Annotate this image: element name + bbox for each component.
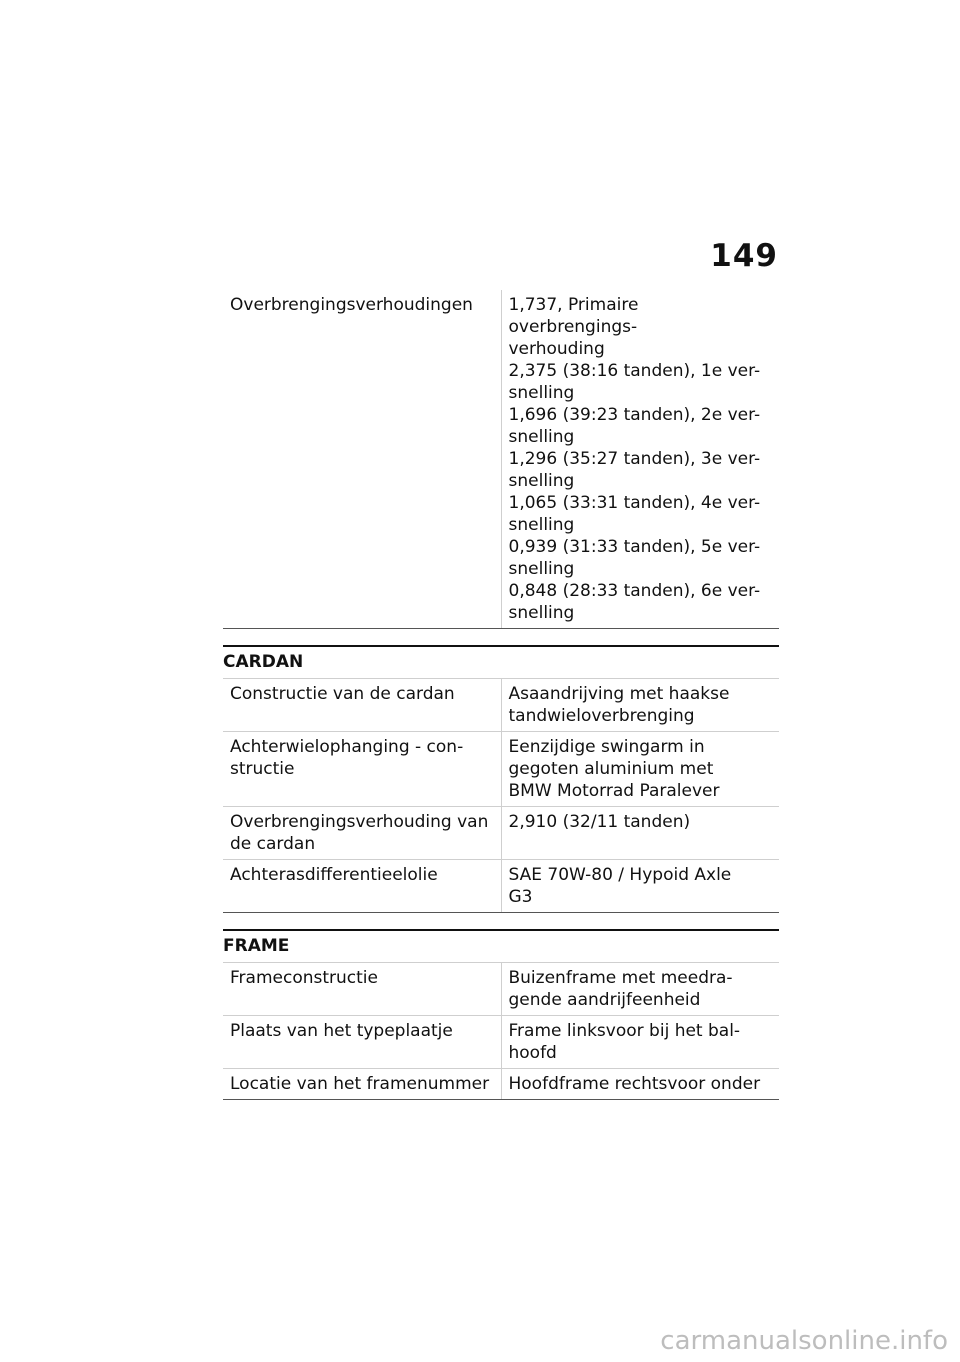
spec-value bbox=[501, 963, 779, 1016]
value-line: verhouding bbox=[508, 339, 605, 359]
transmission-table bbox=[223, 290, 779, 629]
spec-key: Overbrengingsverhoudingen bbox=[223, 290, 501, 629]
value-line: snelling bbox=[508, 471, 575, 491]
key-line: Achterasdifferentieelolie bbox=[230, 865, 438, 885]
section-heading-cardan: CARDAN bbox=[223, 645, 779, 679]
value-line: Eenzijdige swingarm in bbox=[508, 737, 705, 757]
value-line: BMW Motorrad Paralever bbox=[508, 781, 720, 801]
value-line: 1,737, Primaire overbrengings- bbox=[508, 295, 639, 337]
table-row bbox=[223, 963, 779, 1016]
value-line: snelling bbox=[508, 515, 575, 535]
key-line: Overbrengingsverhouding van bbox=[230, 812, 489, 832]
spec-key bbox=[223, 679, 501, 732]
spec-key bbox=[223, 963, 501, 1016]
spec-value bbox=[501, 290, 779, 629]
key-line: de cardan bbox=[230, 834, 316, 854]
value-line: G3 bbox=[508, 887, 533, 907]
spec-key bbox=[223, 860, 501, 913]
spec-key bbox=[223, 1016, 501, 1069]
value-line: snelling bbox=[508, 383, 575, 403]
spec-value bbox=[501, 1069, 779, 1100]
value-line: Buizenframe met meedra- bbox=[508, 968, 733, 988]
value-line: Asaandrijving met haakse bbox=[508, 684, 730, 704]
spec-key bbox=[223, 732, 501, 807]
value-line: snelling bbox=[508, 603, 575, 623]
key-line: Constructie van de cardan bbox=[230, 684, 455, 704]
value-line: snelling bbox=[508, 427, 575, 447]
value-line: gegoten aluminium met bbox=[508, 759, 714, 779]
table-row bbox=[223, 732, 779, 807]
key-line: Achterwielophanging - con- bbox=[230, 737, 464, 757]
value-line: 0,848 (28:33 tanden), 6e ver- bbox=[508, 581, 761, 601]
page-number: 149 bbox=[710, 238, 778, 274]
spec-key bbox=[223, 1069, 501, 1100]
value-line: 2,910 (32/11 tanden) bbox=[508, 812, 691, 832]
spec-value bbox=[501, 1016, 779, 1069]
spec-key bbox=[223, 807, 501, 860]
cardan-table bbox=[223, 679, 779, 913]
key-line: Locatie van het framenummer bbox=[230, 1074, 490, 1094]
spec-value bbox=[501, 679, 779, 732]
table-row bbox=[223, 290, 779, 629]
value-line: SAE 70W-80 / Hypoid Axle bbox=[508, 865, 732, 885]
value-line: Frame linksvoor bij het bal- bbox=[508, 1021, 741, 1041]
key-line: Plaats van het typeplaatje bbox=[230, 1021, 453, 1041]
value-line: 1,296 (35:27 tanden), 3e ver- bbox=[508, 449, 761, 469]
spec-value bbox=[501, 807, 779, 860]
value-line: snelling bbox=[508, 559, 575, 579]
value-line: hoofd bbox=[508, 1043, 557, 1063]
spec-value bbox=[501, 860, 779, 913]
table-row bbox=[223, 860, 779, 913]
value-line: 1,696 (39:23 tanden), 2e ver- bbox=[508, 405, 761, 425]
value-line: 1,065 (33:31 tanden), 4e ver- bbox=[508, 493, 761, 513]
table-row bbox=[223, 679, 779, 732]
value-line: tandwieloverbrenging bbox=[508, 706, 695, 726]
table-row bbox=[223, 807, 779, 860]
table-row bbox=[223, 1016, 779, 1069]
spec-value bbox=[501, 732, 779, 807]
spec-content bbox=[223, 290, 779, 1100]
frame-table bbox=[223, 963, 779, 1100]
value-line: gende aandrijfeenheid bbox=[508, 990, 701, 1010]
value-line: Hoofdframe rechtsvoor onder bbox=[508, 1074, 761, 1094]
watermark: carmanualsonline.info bbox=[660, 1326, 948, 1356]
table-row bbox=[223, 1069, 779, 1100]
value-line: 0,939 (31:33 tanden), 5e ver- bbox=[508, 537, 761, 557]
value-line: 2,375 (38:16 tanden), 1e ver- bbox=[508, 361, 761, 381]
key-line: structie bbox=[230, 759, 295, 779]
section-heading-frame: FRAME bbox=[223, 929, 779, 963]
key-line: Frameconstructie bbox=[230, 968, 378, 988]
